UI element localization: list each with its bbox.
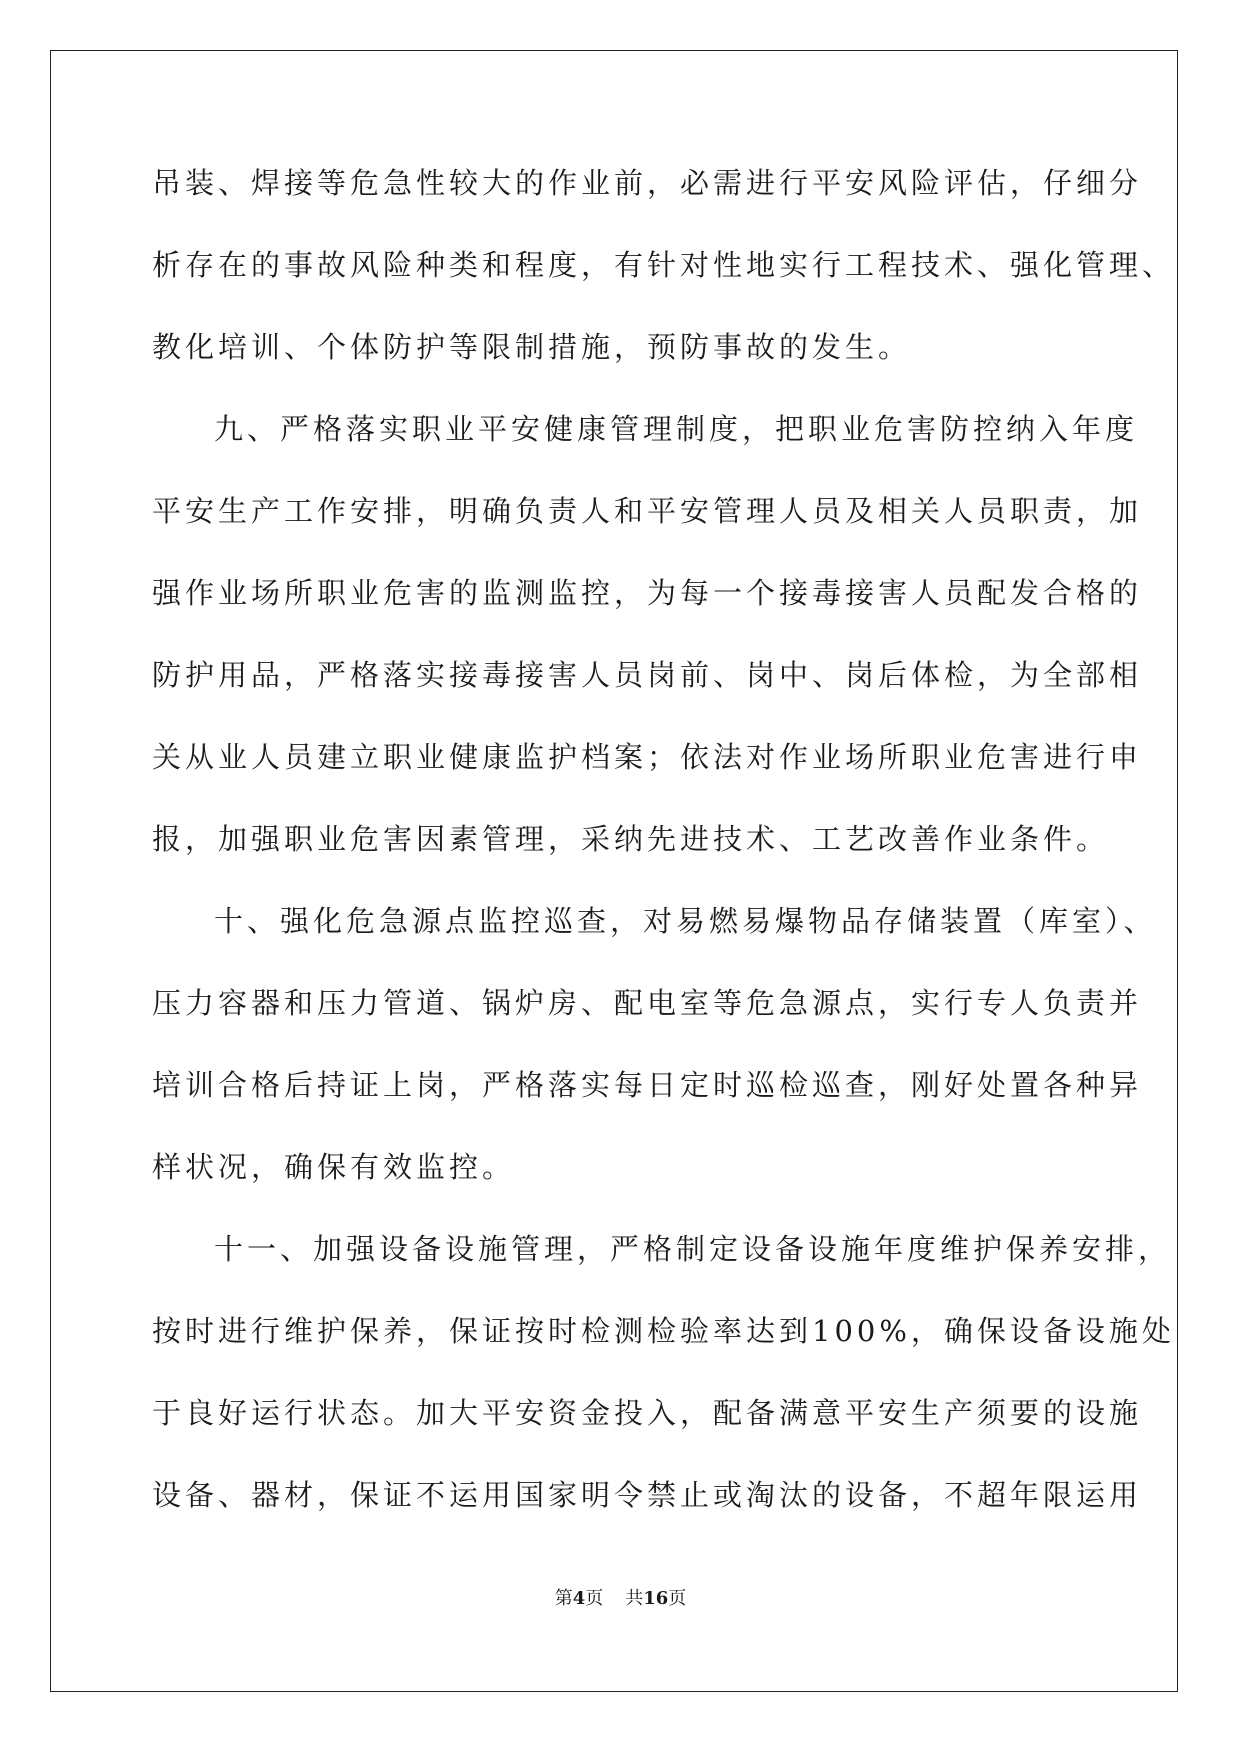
paragraph-line: 强作业场所职业危害的监测监控，为每一个接毒接害人员配发合格的 <box>152 576 1143 610</box>
paragraph-line: 按时进行维护保养，保证按时检测检验率达到100%，确保设备设施处 <box>152 1314 1175 1348</box>
total-prefix: 共 <box>625 1588 644 1609</box>
paragraph-line: 于良好运行状态。加大平安资金投入，配备满意平安生产须要的设施 <box>152 1396 1143 1430</box>
total-suffix: 页 <box>668 1588 687 1609</box>
paragraph-line: 九、严格落实职业平安健康管理制度，把职业危害防控纳入年度 <box>214 412 1139 446</box>
paragraph-line: 析存在的事故风险种类和程度，有针对性地实行工程技术、强化管理、 <box>152 248 1176 282</box>
paragraph-line: 平安生产工作安排，明确负责人和平安管理人员及相关人员职责，加 <box>152 494 1143 528</box>
page-suffix: 页 <box>585 1588 604 1609</box>
page-prefix: 第 <box>554 1588 573 1609</box>
paragraph-line: 报，加强职业危害因素管理，采纳先进技术、工艺改善作业条件。 <box>152 822 1110 856</box>
paragraph-line: 设备、器材，保证不运用国家明令禁止或淘汰的设备，不超年限运用 <box>152 1478 1143 1512</box>
document-body <box>152 157 1176 1551</box>
paragraph-line: 关从业人员建立职业健康监护档案；依法对作业场所职业危害进行申 <box>152 740 1143 774</box>
paragraph-line: 压力容器和压力管道、锅炉房、配电室等危急源点，实行专人负责并 <box>152 986 1143 1020</box>
paragraph-line: 教化培训、个体防护等限制措施，预防事故的发生。 <box>152 330 912 364</box>
paragraph-line: 吊装、焊接等危急性较大的作业前，必需进行平安风险评估，仔细分 <box>152 166 1143 200</box>
paragraph-line: 十、强化危急源点监控巡查，对易燃易爆物品存储装置（库室）、 <box>214 904 1157 938</box>
paragraph-line: 样状况，确保有效监控。 <box>152 1150 516 1184</box>
paragraph-line: 十一、加强设备设施管理，严格制定设备设施年度维护保养安排， <box>214 1232 1172 1266</box>
total-pages: 16 <box>643 1588 669 1609</box>
page-footer <box>0 1584 1241 1610</box>
paragraph-line: 防护用品，严格落实接毒接害人员岗前、岗中、岗后体检，为全部相 <box>152 658 1143 692</box>
page-number: 4 <box>572 1588 586 1609</box>
paragraph-line: 培训合格后持证上岗，严格落实每日定时巡检巡查，刚好处置各种异 <box>152 1068 1143 1102</box>
